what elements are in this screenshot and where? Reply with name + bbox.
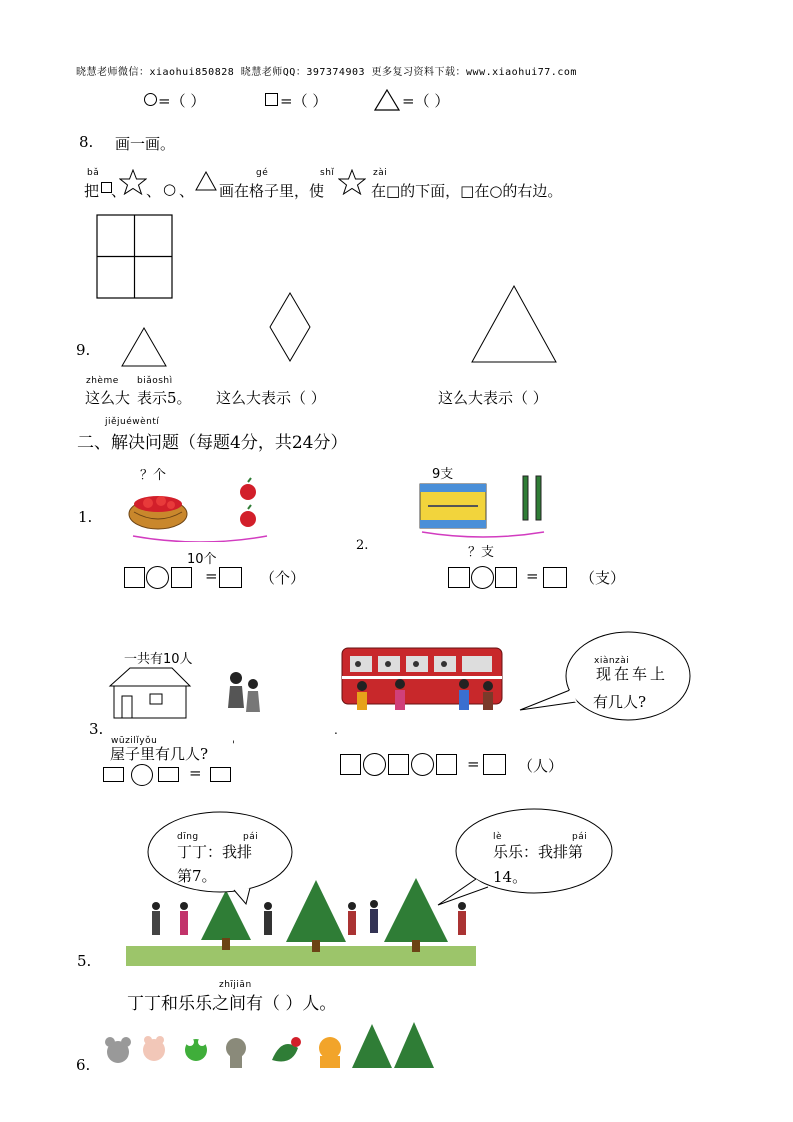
circle-equals: =（ ） — [158, 92, 206, 110]
p4-equals: = — [467, 755, 480, 773]
bus-people-image — [338, 646, 508, 726]
p2-number: 2. — [356, 538, 369, 553]
p3-box-1[interactable] — [103, 767, 124, 782]
p4-box-2[interactable] — [388, 754, 409, 775]
p2-equals: = — [526, 567, 539, 585]
p2-unit: （支） — [580, 569, 626, 587]
pinyin-ge: gé — [256, 168, 269, 178]
basket-apples-image — [125, 476, 275, 542]
q8-triangle-icon — [195, 171, 217, 191]
animals-trees-image — [102, 1018, 438, 1072]
p5-bubble1-line2: 第7。 — [177, 867, 217, 885]
p5-question: 丁丁和乐乐之间有（ ）人。 — [127, 994, 337, 1014]
pinyin-le: lè — [493, 832, 503, 842]
p4-unit: （人） — [518, 757, 564, 775]
p4-bubble-line2: 有几人? — [593, 693, 647, 711]
p1-top-label: ？个 — [140, 468, 167, 483]
p4-box-1[interactable] — [340, 754, 361, 775]
p2-box-1[interactable] — [448, 567, 470, 588]
p1-box-1[interactable] — [124, 567, 145, 588]
p1-equals: = — [205, 567, 218, 585]
star-icon-2 — [338, 169, 366, 195]
q8-ba: 把 — [84, 182, 100, 200]
p3-number: 3. — [89, 720, 104, 738]
p3-mark: ' — [232, 740, 235, 751]
p5-number: 5. — [77, 952, 92, 970]
p1-bottom-label: 10个 — [187, 552, 217, 567]
q8-number: 8. — [79, 133, 94, 151]
big-triangle — [470, 284, 558, 364]
square-shape — [265, 93, 278, 106]
q8-sep3: 、 — [179, 182, 195, 200]
p3-question: 屋子里有几人? — [110, 745, 209, 763]
circle-shape — [144, 93, 157, 106]
triangle-equals: =（ ） — [402, 92, 450, 110]
triangle-shape — [374, 89, 400, 111]
pinyin-jiejue: jiějuéwèntí — [105, 417, 160, 427]
pinyin-ba: bǎ — [87, 168, 100, 178]
pinyin-xianzai: xiànzài — [594, 656, 630, 666]
p4-operator-circle-1[interactable] — [363, 753, 386, 776]
p5-bubble2-line2: 14。 — [493, 868, 528, 886]
q8-circle: ○ — [163, 180, 177, 198]
p4-answer-box[interactable] — [483, 754, 506, 775]
pinyin-wuzili: wūzilǐyǒu — [111, 736, 158, 746]
p4-dot: . — [334, 723, 338, 737]
pinyin-zheme: zhème — [86, 376, 119, 386]
q8-sep2: 、 — [146, 182, 162, 200]
small-triangle — [120, 326, 168, 368]
p2-top-label: 9支 — [432, 467, 454, 482]
p1-box-2[interactable] — [171, 567, 192, 588]
p3-operator-circle[interactable] — [131, 764, 153, 786]
pinyin-pai-2: pái — [572, 832, 588, 842]
p4-operator-circle-2[interactable] — [411, 753, 434, 776]
q9-caption3: 这么大表示（ ） — [438, 389, 548, 407]
q9-caption1-b: 表示5。 — [137, 389, 192, 407]
q8-sep1: 、 — [111, 182, 127, 200]
p4-box-3[interactable] — [436, 754, 457, 775]
drawing-grid[interactable] — [96, 214, 174, 300]
p1-answer-box[interactable] — [219, 567, 242, 588]
kite-shape — [268, 291, 312, 363]
p2-box-2[interactable] — [495, 567, 517, 588]
p3-equals: = — [189, 764, 202, 782]
pinyin-ding: dīng — [177, 832, 199, 842]
pinyin-shi: shǐ — [320, 168, 335, 178]
p6-number: 6. — [76, 1056, 91, 1074]
p3-total-label: 一共有10人 — [124, 652, 193, 667]
q9-number: 9. — [76, 341, 91, 359]
p1-operator-circle[interactable] — [146, 566, 169, 589]
pinyin-zhijian: zhījiān — [219, 980, 252, 990]
section-title: 二、解决问题（每题4分，共24分） — [77, 433, 348, 453]
pinyin-zai: zài — [373, 168, 388, 178]
q8-end: 在□的下面，□在○的右边。 — [371, 182, 563, 200]
q9-caption2: 这么大表示（ ） — [216, 389, 326, 407]
pinyin-biaoshi: biǎoshì — [137, 376, 173, 386]
q8-mid: 画在格子里，使 — [219, 182, 325, 200]
square-equals: =（ ） — [280, 92, 328, 110]
p1-number: 1. — [78, 508, 93, 526]
p2-answer-box[interactable] — [543, 567, 567, 588]
header-text: 晓慧老师微信：xiaohui850828 晓慧老师QQ：397374903 更多复习资料下载：www.xiaohui77.com — [76, 67, 577, 78]
p5-bubble1-line1: 丁丁：我排 — [177, 843, 253, 861]
p3-box-2[interactable] — [158, 767, 179, 782]
star-icon — [119, 169, 147, 195]
p2-bottom-label: ？支 — [468, 545, 495, 560]
pen-box-image — [418, 474, 558, 540]
pinyin-pai-1: pái — [243, 832, 259, 842]
p3-answer-box[interactable] — [210, 767, 231, 782]
q9-caption1-a: 这么大 — [85, 389, 131, 407]
q8-title: 画一画。 — [115, 135, 176, 153]
house-people-image — [108, 664, 268, 720]
p1-unit: （个） — [260, 569, 306, 587]
p5-bubble2-line1: 乐乐：我排第 — [493, 843, 584, 861]
p4-bubble-line1: 现在车上 — [596, 665, 669, 683]
p2-operator-circle[interactable] — [471, 566, 494, 589]
